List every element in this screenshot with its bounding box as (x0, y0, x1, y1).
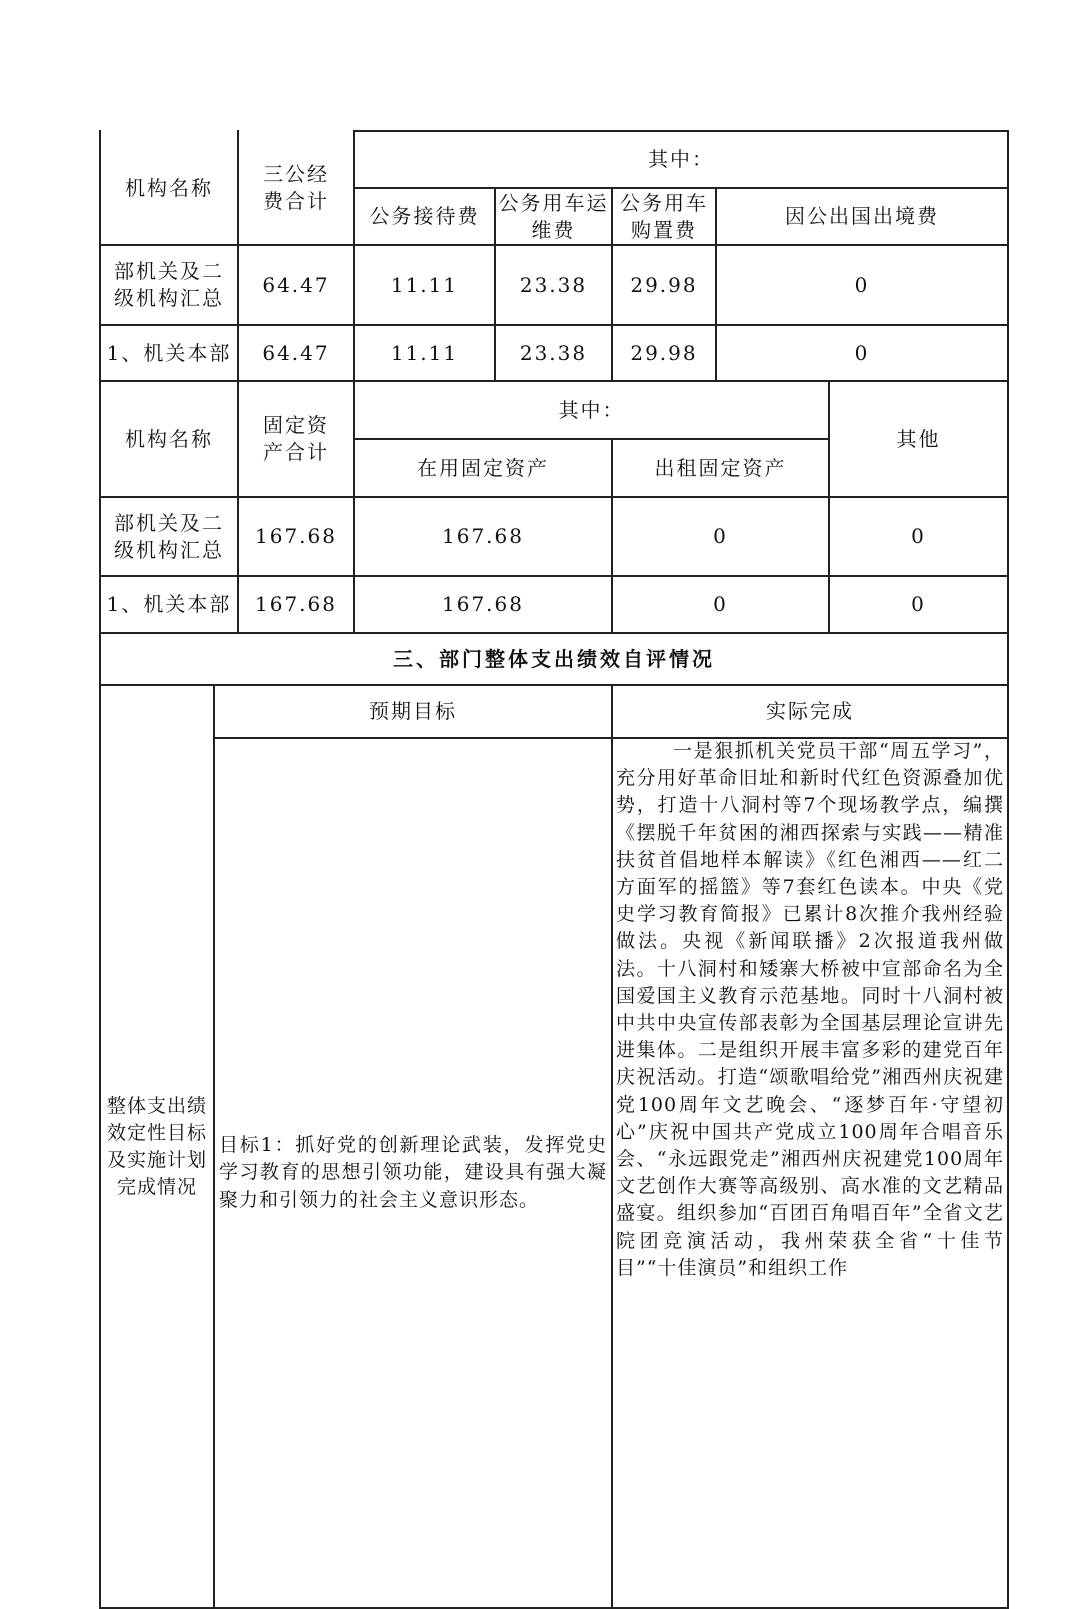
t1-col-4: 因公出国出境费 (785, 204, 939, 228)
t2-other-header: 其他 (896, 426, 941, 451)
t2-r2-name: 1、机关本部 (106, 592, 232, 616)
col-expected-header: 预期目标 (369, 699, 457, 723)
t1-r1-v4: 0 (854, 272, 870, 297)
t1-r1-v2: 23.38 (519, 272, 588, 297)
t1-col-1: 公务接待费 (369, 204, 480, 228)
t1-total-header: 三公经费合计 (263, 162, 329, 213)
actual-text: 一是狠抓机关党员干部“周五学习”，充分用好革命旧址和新时代红色资源叠加优势，打造十八洞村等7个现场教学点，编撰《摆脱千年贫困的湘西探索与实践——精准扶贫首倡地样本解读》《红色湘西——红二方面军的摇篮》等7套红色读本。中央《党史学习教育简报》已累计8次推介我州经验做法。央视《新闻联播》2次报道我州做法。十八洞村和矮寨大桥被中宣部命名为全国爱国主义教育示范基地。同时十八洞村被中共中央宣传部表彰为全国基层理论宣讲先进集体。二是组织开展丰富多彩的建党百年庆祝活动。打造“颂歌唱给党”湘西州庆祝建党100周年文艺晚会、“逐梦百年·守望初心”庆祝中国共产党成立100周年合唱音乐会、“永远跟党走”湘西州庆祝建党100周年文艺创作大赛等高级别、高水准的文艺精品盛宴。组织参加“百团百角唱百年”全省文艺院团竞演活动，我州荣获全省“十佳节目”“十佳演员”和组织工作 (616, 740, 1004, 1279)
t1-col-3: 公务用车购置费 (620, 190, 708, 242)
t1-r1-v1: 11.11 (390, 272, 459, 297)
t2-of-which: 其中： (558, 397, 625, 422)
t2-col-2: 出租固定资产 (654, 455, 787, 480)
t1-r2-name: 1、机关本部 (106, 340, 232, 365)
t1-org-header: 机构名称 (125, 175, 213, 200)
t2-org-header: 机构名称 (125, 426, 213, 451)
t1-col-2: 公务用车运维费 (498, 190, 609, 242)
t2-r2-v2: 0 (713, 592, 728, 616)
t2-r1-total: 167.68 (255, 524, 337, 548)
t1-of-which: 其中： (648, 147, 714, 171)
t1-r2-v2: 23.38 (519, 340, 588, 365)
t2-r1-name: 部机关及二级机构汇总 (114, 510, 224, 562)
t1-r1-name: 部机关及二级机构汇总 (114, 259, 224, 310)
t2-r2-v3: 0 (911, 592, 926, 616)
t2-r1-v3: 0 (911, 524, 926, 548)
t1-r1-total: 64.47 (262, 272, 330, 297)
t1-r1-v3: 29.98 (630, 272, 698, 297)
t1-r2-v3: 29.98 (630, 340, 698, 365)
t2-r1-v2: 0 (713, 524, 728, 548)
t2-r2-v1: 167.68 (442, 592, 524, 616)
goal-text: 目标1：抓好党的创新理论武装，发挥党史学习教育的思想引领功能，建设具有强大凝聚力和引领力的社会主义意识形态。 (219, 1134, 607, 1211)
t2-r1-v1: 167.68 (442, 524, 524, 548)
t1-r2-v4: 0 (854, 340, 870, 365)
left-row-label: 整体支出绩效定性目标及实施计划完成情况 (106, 1094, 207, 1198)
goal-cell (215, 739, 611, 1607)
t2-col-1: 在用固定资产 (417, 455, 549, 480)
section-title: 三、部门整体支出绩效自评情况 (393, 646, 715, 671)
col-actual-header: 实际完成 (766, 699, 854, 723)
t1-r2-v1: 11.11 (390, 340, 459, 365)
t2-r2-total: 167.68 (255, 592, 337, 616)
t1-r2-total: 64.47 (262, 340, 330, 365)
t2-total-header: 固定资产合计 (263, 413, 329, 464)
rule (1007, 130, 1009, 1609)
